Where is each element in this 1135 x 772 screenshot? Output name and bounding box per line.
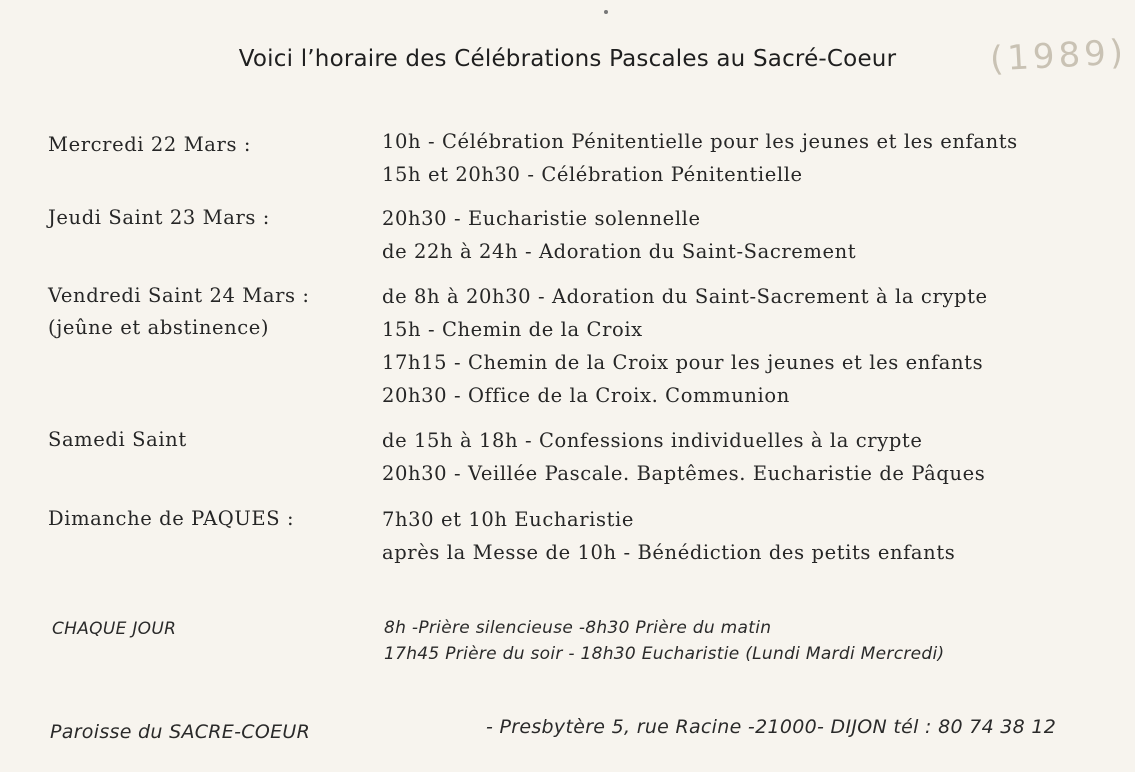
event-line: 10h - Célébration Pénitentielle pour les jeunes et les enfants: [382, 130, 1018, 153]
day-line: Dimanche de PAQUES :: [48, 507, 295, 530]
daily-schedule: [384, 615, 944, 667]
daily-line: 8h -Prière silencieuse -8h30 Prière du matin: [384, 618, 772, 638]
event-line: 15h - Chemin de la Croix: [382, 318, 643, 341]
event-line: de 15h à 18h - Confessions individuelles à la crypte: [382, 429, 923, 452]
event-list: [382, 125, 1018, 191]
day-label: [48, 503, 294, 535]
event-line: 17h15 - Chemin de la Croix pour les jeunes et les enfants: [382, 351, 984, 374]
event-line: de 8h à 20h30 - Adoration du Saint-Sacrement à la crypte: [382, 285, 988, 308]
day-label: [48, 202, 270, 234]
event-line: après la Messe de 10h - Bénédiction des petits enfants: [382, 541, 956, 564]
event-line: 20h30 - Veillée Pascale. Baptêmes. Eucharistie de Pâques: [382, 462, 986, 485]
event-line: 20h30 - Office de la Croix. Communion: [382, 384, 790, 407]
day-line: (jeûne et abstinence): [48, 316, 270, 339]
event-list: [382, 503, 955, 569]
parish-name: Paroisse du SACRE-COEUR: [50, 721, 311, 743]
day-label: [48, 280, 310, 344]
event-line: 15h et 20h30 - Célébration Pénitentielle: [382, 163, 803, 186]
event-list: [382, 202, 856, 268]
day-label: [48, 129, 251, 161]
parish-address: - Presbytère 5, rue Racine -21000- DIJON tél : 80 74 38 12: [486, 716, 1057, 738]
event-list: [382, 280, 988, 412]
daily-label: CHAQUE JOUR: [52, 619, 177, 639]
day-line: Jeudi Saint 23 Mars :: [48, 206, 270, 229]
daily-line: 17h45 Prière du soir - 18h30 Eucharistie (Lundi Mardi Mercredi): [384, 644, 945, 664]
event-line: de 22h à 24h - Adoration du Saint-Sacrement: [382, 240, 857, 263]
day-line: Mercredi 22 Mars :: [48, 133, 252, 156]
day-line: Vendredi Saint 24 Mars :: [48, 284, 310, 307]
day-line: Samedi Saint: [48, 428, 187, 451]
day-label: [48, 424, 187, 456]
ink-speck: [604, 10, 608, 14]
event-list: [382, 424, 985, 490]
event-line: 20h30 - Eucharistie solennelle: [382, 207, 701, 230]
event-line: 7h30 et 10h Eucharistie: [382, 508, 634, 531]
page-title: Voici l’horaire des Célébrations Pascales au Sacré-Coeur: [238, 46, 897, 72]
handwritten-year-note: (1989): [988, 32, 1128, 80]
